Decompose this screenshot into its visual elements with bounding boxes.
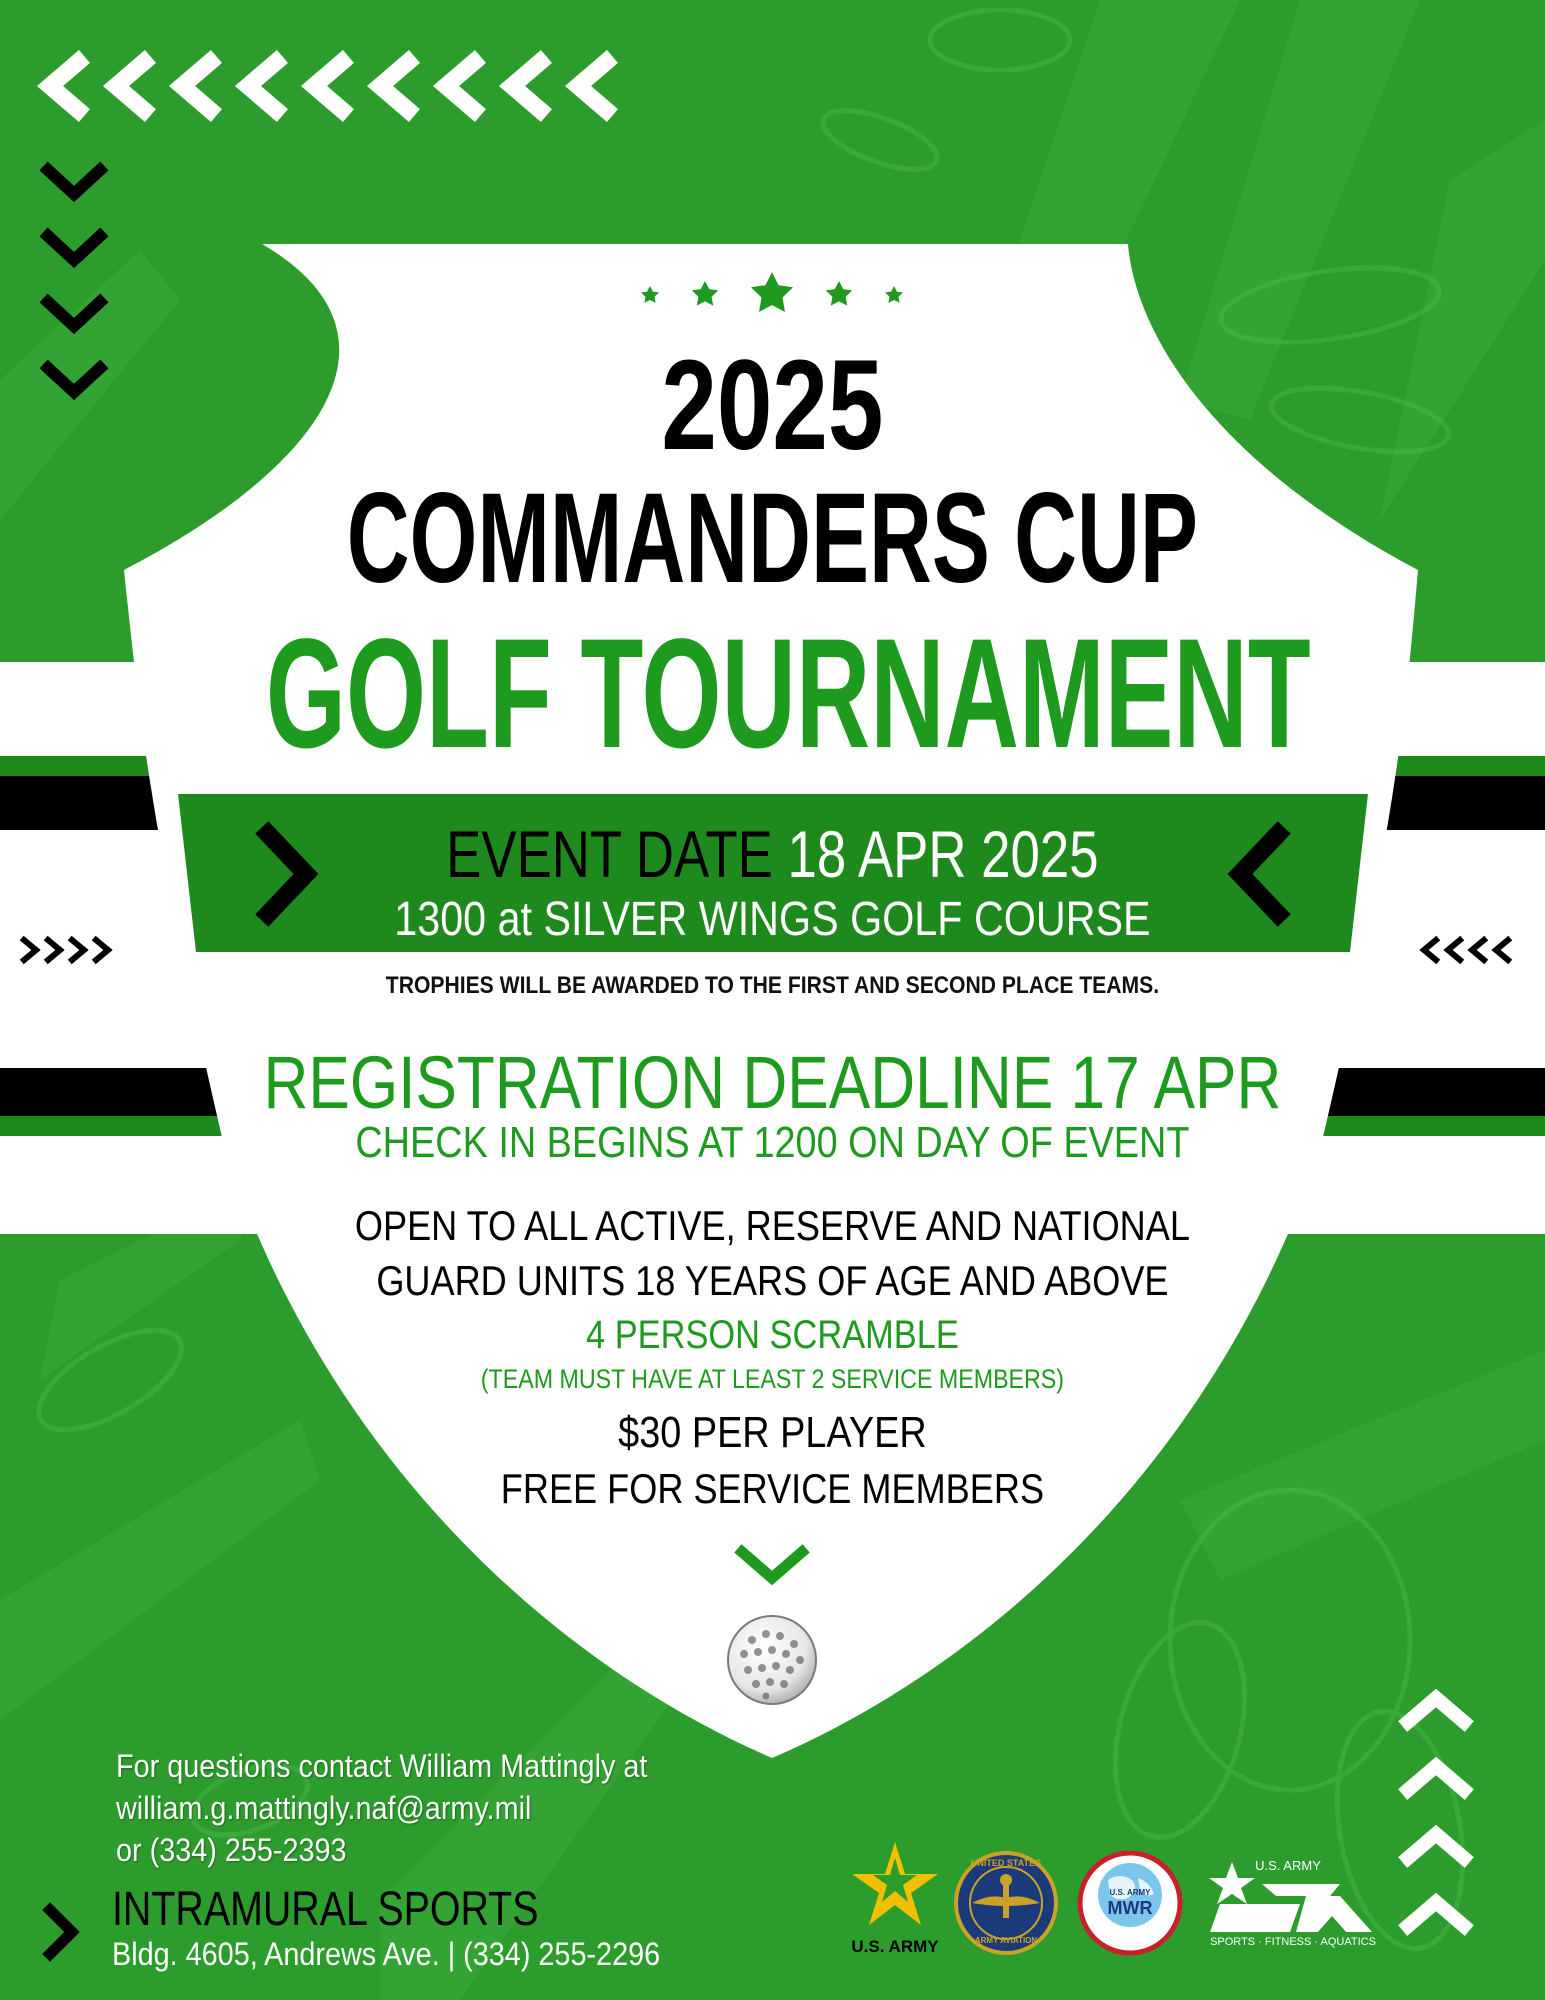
event-year: 2025 — [661, 334, 884, 477]
contact-phone: or (334) 255-2393 — [116, 1832, 347, 1868]
player-price: $30 PER PLAYER — [618, 1408, 927, 1457]
organization-name: INTRAMURAL SPORTS — [112, 1883, 539, 1936]
trophies-note: TROPHIES WILL BE AWARDED TO THE FIRST AND SECOND PLACE TEAMS. — [385, 972, 1160, 999]
check-in-time: CHECK IN BEGINS AT 1200 ON DAY OF EVENT — [355, 1118, 1190, 1167]
title-commanders-cup: COMMANDERS CUP — [346, 467, 1198, 610]
registration-deadline: REGISTRATION DEADLINE 17 APR — [263, 1041, 1282, 1124]
golf-ball-icon — [728, 1616, 816, 1704]
team-rule: (TEAM MUST HAVE AT LEAST 2 SERVICE MEMBERS) — [480, 1364, 1065, 1394]
army-logo-caption: U.S. ARMY — [851, 1937, 939, 1956]
event-date-value: 18 APR 2025 — [787, 817, 1099, 891]
tournament-format: 4 PERSON SCRAMBLE — [586, 1313, 959, 1357]
eligibility-line-1: OPEN TO ALL ACTIVE, RESERVE AND NATIONAL — [354, 1202, 1190, 1249]
mwr-logo-small-text: U.S. ARMY — [1109, 1888, 1151, 1897]
aviation-logo-bottom-text: ARMY AVIATION — [974, 1936, 1038, 1945]
contact-intro: For questions contact William Mattingly at — [116, 1748, 648, 1784]
sfa-logo-caption: SPORTS · FITNESS · AQUATICS — [1210, 1936, 1376, 1948]
title-golf-tournament: GOLF TOURNAMENT — [265, 607, 1311, 781]
event-time-location: 1300 at SILVER WINGS GOLF COURSE — [394, 893, 1151, 946]
mwr-logo-label: MWR — [1107, 1898, 1153, 1918]
event-date-line — [154, 816, 1390, 892]
service-member-price: FREE FOR SERVICE MEMBERS — [500, 1465, 1045, 1512]
organization-address: Bldg. 4605, Andrews Ave. | (334) 255-2296 — [112, 1936, 661, 1972]
event-date-label: EVENT DATE — [446, 817, 773, 891]
contact-email: william.g.mattingly.naf@army.mil — [116, 1790, 532, 1826]
eligibility-line-2: GUARD UNITS 18 YEARS OF AGE AND ABOVE — [376, 1257, 1169, 1304]
aviation-logo-top-text: UNITED STATES — [970, 1858, 1042, 1868]
sfa-logo-top-text: U.S. ARMY — [1255, 1858, 1321, 1873]
